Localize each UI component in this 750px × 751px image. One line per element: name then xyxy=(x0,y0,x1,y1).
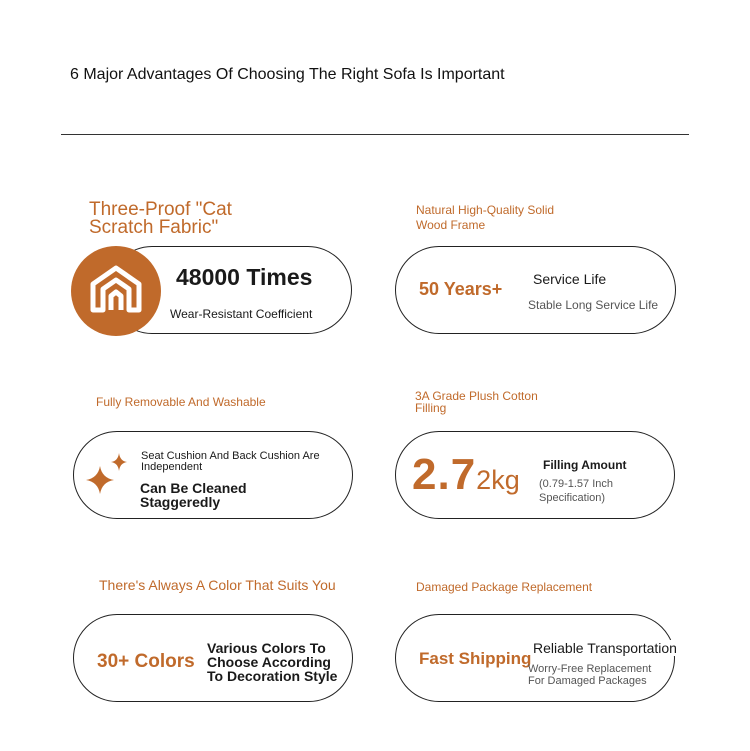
feature-3-bold-text xyxy=(140,481,247,509)
feature-4-amount xyxy=(412,450,520,500)
feature-4-big-unit: 2kg xyxy=(476,465,520,495)
feature-1-headline: 48000 Times xyxy=(176,264,313,290)
feature-5-line1: Various Colors To xyxy=(207,640,326,656)
feature-1-sub: Wear-Resistant Coefficient xyxy=(170,307,313,321)
feature-6-highlight: Fast Shipping xyxy=(419,649,532,668)
sparkle-icon xyxy=(82,450,132,500)
feature-3-bold-line1: Can Be Cleaned xyxy=(140,480,247,496)
feature-4-category-line1: 3A Grade Plush Cotton xyxy=(415,389,538,403)
feature-3-small-text xyxy=(141,451,320,473)
feature-4-category-line2: Filling xyxy=(415,401,447,415)
feature-6-headline: Reliable Transportation xyxy=(533,640,677,656)
feature-2-highlight: 50 Years+ xyxy=(419,279,503,299)
feature-1-category-line2: Scratch Fabric" xyxy=(89,217,219,238)
feature-2-sub: Stable Long Service Life xyxy=(528,298,659,312)
feature-2-category-line1: Natural High-Quality Solid xyxy=(416,203,555,217)
feature-5-text xyxy=(207,641,337,683)
divider xyxy=(61,134,689,135)
feature-1-category xyxy=(89,201,232,237)
fabric-badge-icon xyxy=(71,246,161,336)
feature-6-sub xyxy=(528,663,651,687)
feature-5-line3: To Decoration Style xyxy=(207,668,338,684)
feature-3-small-line1: Seat Cushion And Back Cushion Are xyxy=(141,450,320,462)
feature-6-category: Damaged Package Replacement xyxy=(416,580,593,594)
feature-5-category: There's Always A Color That Suits You xyxy=(99,577,336,593)
feature-6-sub-line2: For Damaged Packages xyxy=(528,675,647,687)
feature-1-category-line1: Three-Proof "Cat xyxy=(89,199,232,220)
feature-5-highlight: 30+ Colors xyxy=(97,651,195,672)
feature-2-headline: Service Life xyxy=(533,271,607,287)
feature-3-category: Fully Removable And Washable xyxy=(96,395,266,409)
feature-4-sub xyxy=(539,477,613,505)
feature-4-headline: Filling Amount xyxy=(543,458,627,472)
feature-2-category-line2: Wood Frame xyxy=(416,218,486,232)
feature-5-line2: Choose According xyxy=(207,654,331,670)
feature-4-category xyxy=(415,390,538,414)
feature-4-sub-line1: (0.79-1.57 Inch xyxy=(539,478,613,490)
feature-2-category xyxy=(416,203,554,233)
feature-6-sub-line1: Worry-Free Replacement xyxy=(528,663,652,675)
feature-4-big-number: 2.7 xyxy=(412,450,477,499)
feature-3-small-line2: Independent xyxy=(141,461,203,473)
feature-3-bold-line2: Staggeredly xyxy=(140,494,221,510)
feature-4-sub-line2: Specification) xyxy=(539,492,606,504)
page-title: 6 Major Advantages Of Choosing The Right Sofa Is Important xyxy=(70,66,505,83)
